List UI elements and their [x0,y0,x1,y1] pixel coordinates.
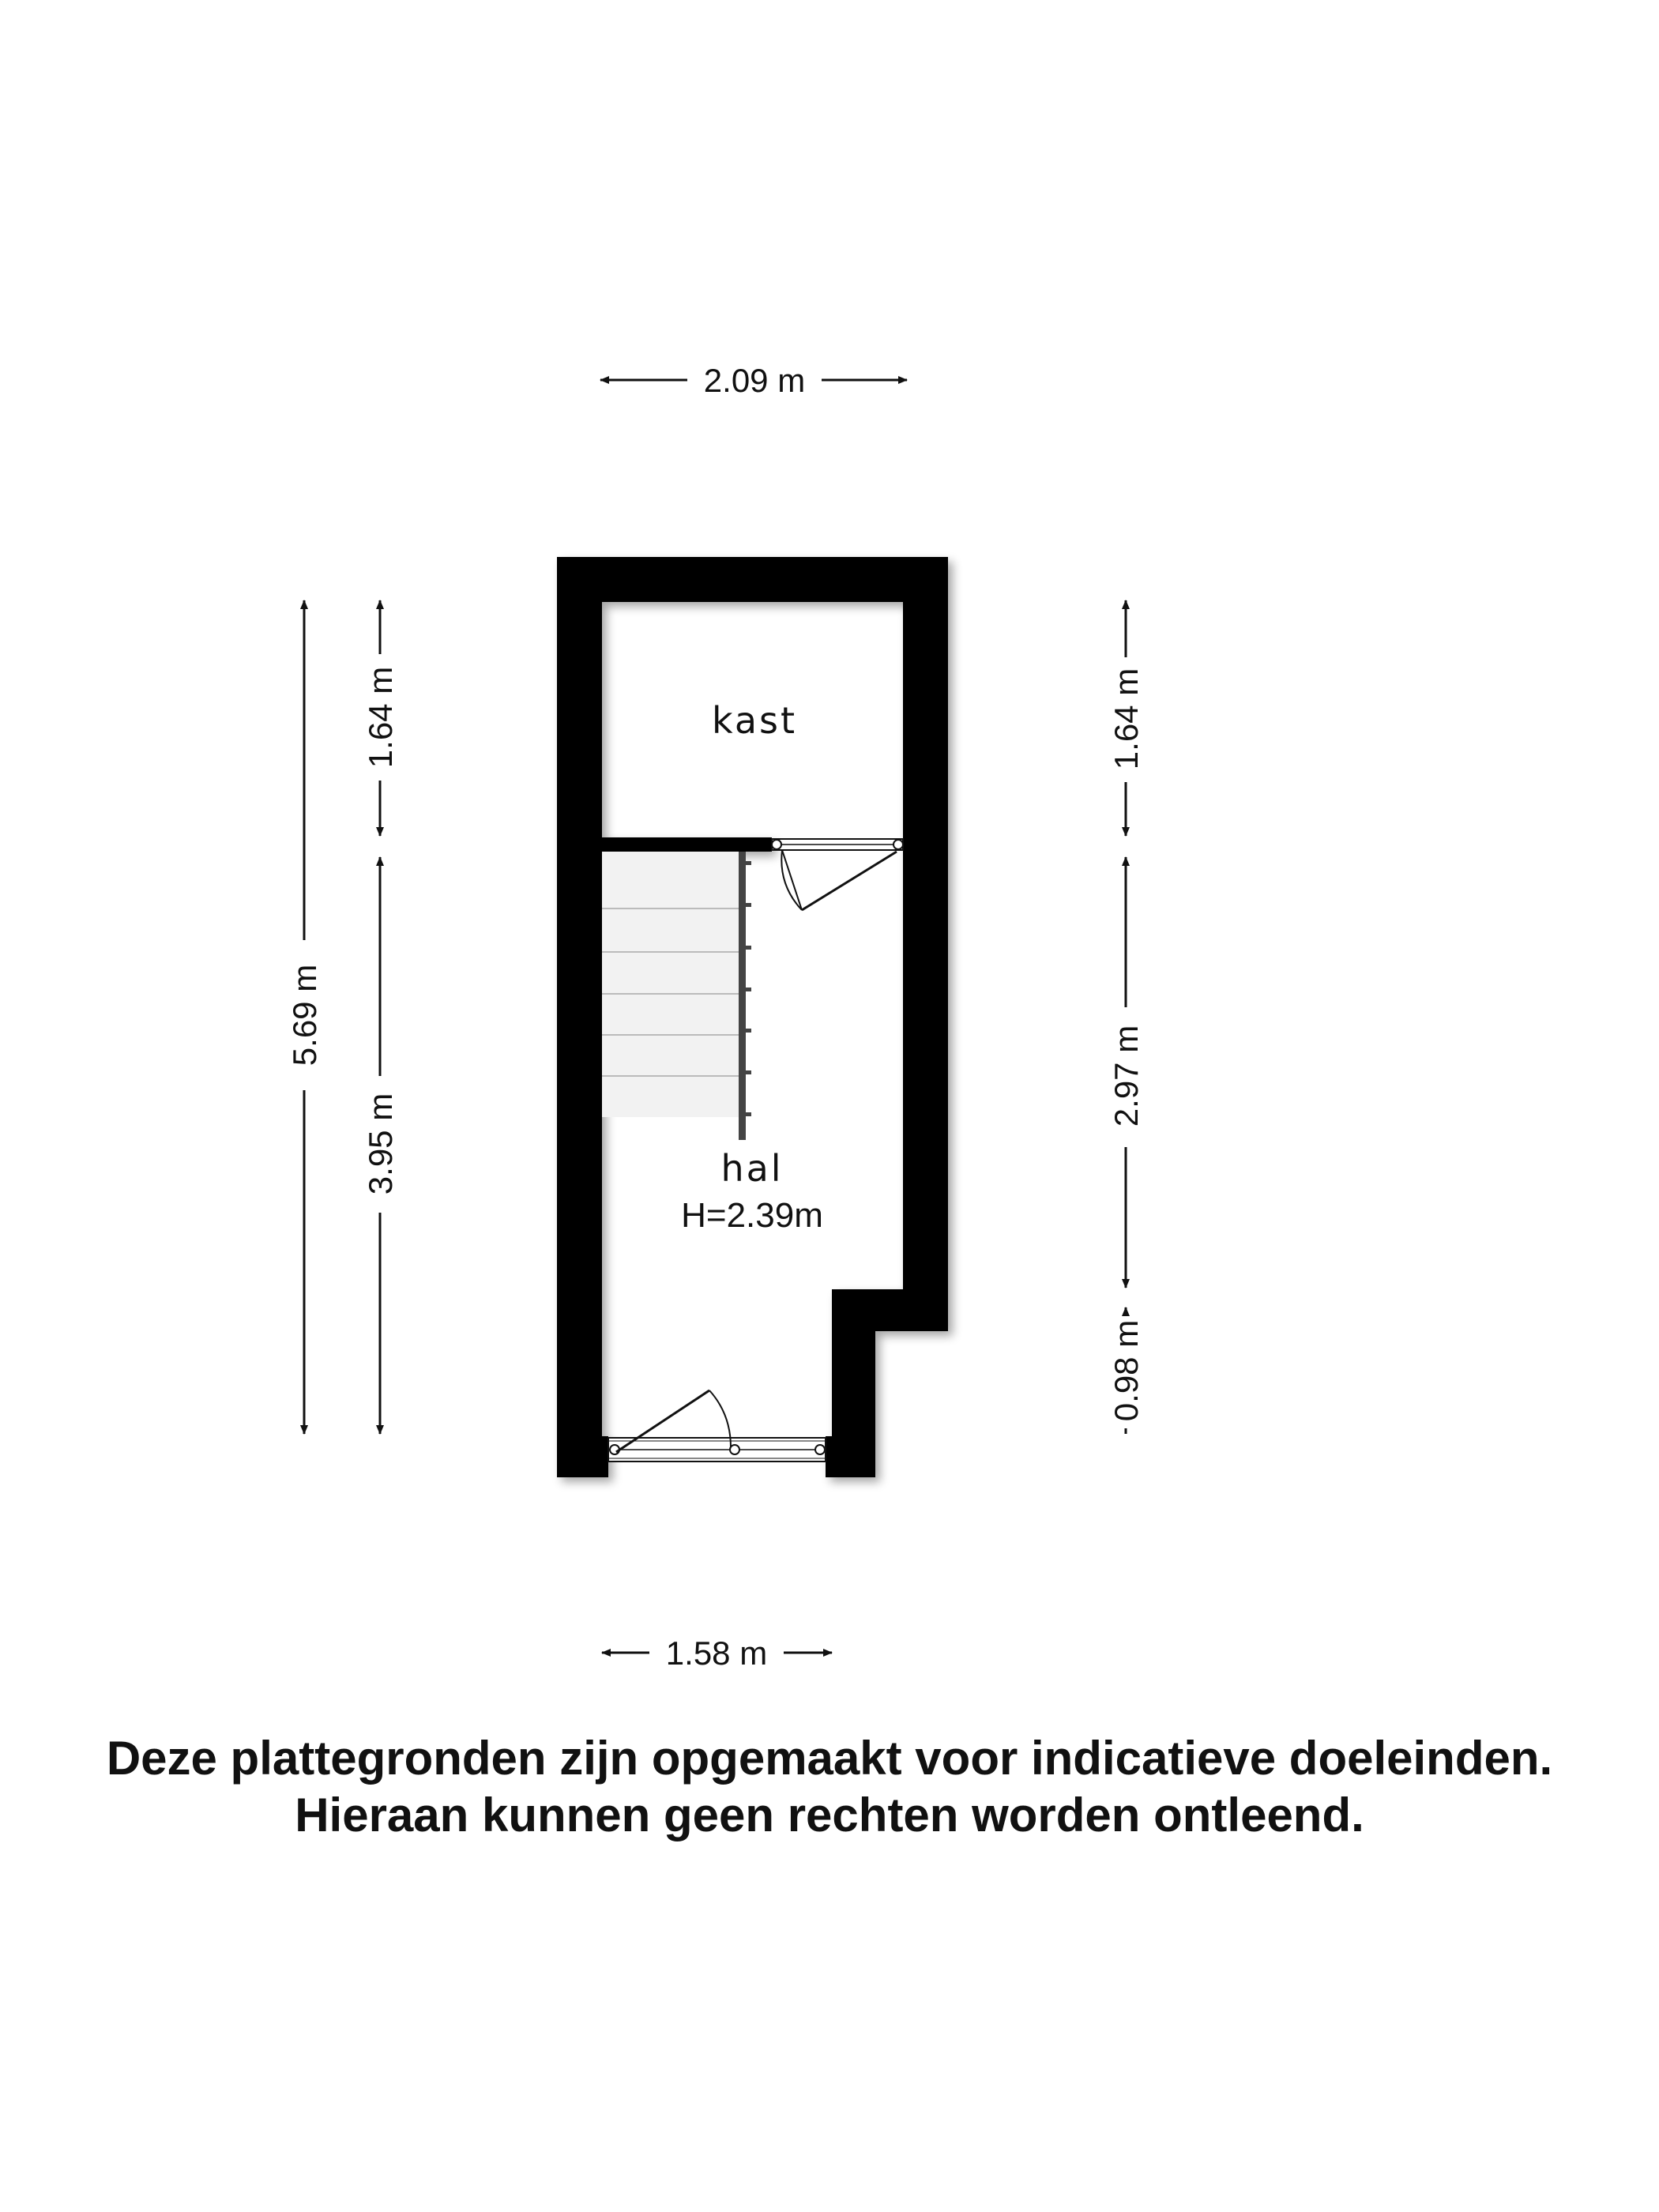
dimension-right-lower [1108,1307,1145,1434]
stair-area [602,852,743,1117]
wall-right-upper [903,557,948,1331]
wall-bottom-right [826,1436,875,1477]
dimension-left-total [286,600,323,1434]
dimension-top-width [600,362,907,399]
dimension-right-middle-label: 2.97 m [1108,1025,1145,1127]
dimension-right-upper-label: 1.64 m [1108,668,1145,770]
dimension-right-middle [1108,857,1145,1288]
dimension-left-upper [362,600,399,836]
wall-bottom-left [557,1436,608,1477]
wall-left [557,557,602,1477]
dimension-left-upper-label: 1.64 m [362,666,399,769]
dimension-right-lower-label: 0.98 m [1108,1319,1145,1422]
entrance-door [608,1390,826,1462]
dimension-top-width-label: 2.09 m [703,362,806,399]
wall-partition [602,837,772,852]
stair-railing [739,852,746,1140]
room-label-kast: kast [711,699,798,742]
dimension-left-lower [362,857,399,1434]
staircase [602,852,751,1140]
disclaimer-line-2: Hieraan kunnen geen rechten worden ontleend. [295,1789,1364,1841]
wall-top [557,557,948,602]
room-label-hal: hal [720,1147,784,1190]
kast-door [772,839,903,910]
room-height-hal: H=2.39m [681,1196,823,1235]
dimension-left-lower-label: 3.95 m [362,1093,399,1195]
dimension-right-upper [1108,600,1145,836]
dimension-left-total-label: 5.69 m [286,964,323,1066]
disclaimer-line-1: Deze plattegronden zijn opgemaakt voor indicatieve doeleinden. [106,1732,1553,1785]
dimension-bottom-width-label: 1.58 m [665,1635,768,1672]
dimension-bottom-width [602,1635,832,1672]
